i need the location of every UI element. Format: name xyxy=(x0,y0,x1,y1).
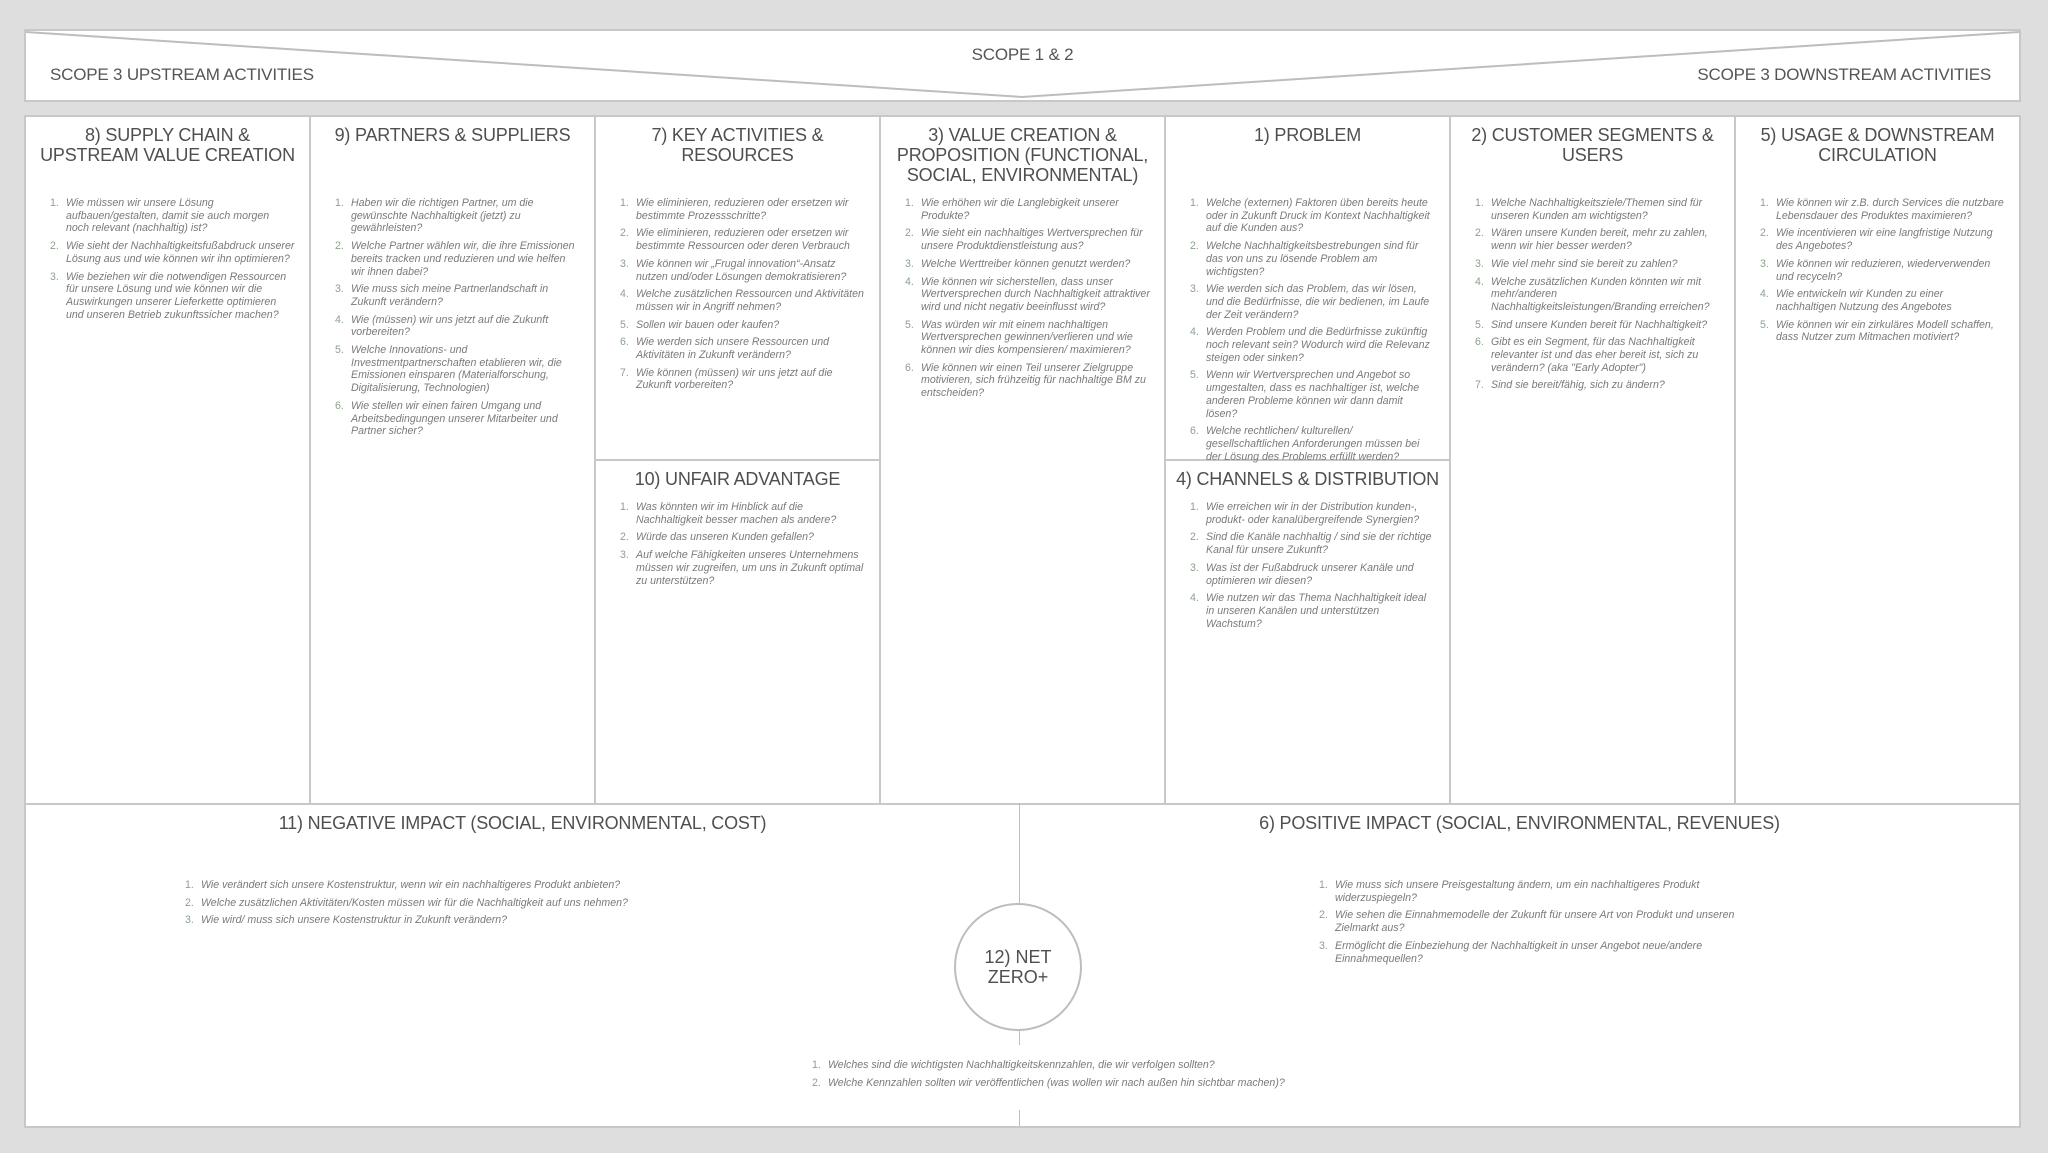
question-item: Welche Kennzahlen sollten wir veröffentlichen (was wollen wir nach außen hin sichtbar machen)? xyxy=(828,1076,1285,1089)
question-item: Wie werden sich unsere Ressourcen und Aktivitäten in Zukunft verändern? xyxy=(636,336,830,362)
question-list xyxy=(1166,197,1449,463)
question-item: Wie viel mehr sind sie bereit zu zahlen? xyxy=(1491,257,1678,270)
question-list xyxy=(1736,197,2019,344)
question-item: Wie (müssen) wir uns jetzt auf die Zukunft vorbereiten? xyxy=(351,313,549,339)
question-item: Wenn wir Wertversprechen und Angebot so umgestalten, dass es nachhaltiger ist, welche anderen Probleme können wir dann damit lösen? xyxy=(1206,369,1420,420)
section-partners[interactable] xyxy=(311,117,596,803)
scope-downstream-label: SCOPE 3 DOWNSTREAM ACTIVITIES xyxy=(1697,65,1991,84)
question-item: Welches sind die wichtigsten Nachhaltigkeitskennzahlen, die wir verfolgen sollten? xyxy=(828,1059,1215,1071)
question-item: Wären unsere Kunden bereit, mehr zu zahlen, wenn wir hier besser werden? xyxy=(1491,227,1708,253)
question-item: Welche zusätzlichen Aktivitäten/Kosten müssen wir für die Nachhaltigkeit auf uns nehmen? xyxy=(201,896,628,909)
section-title: 12) NET ZERO+ xyxy=(984,947,1052,987)
net-zero-question-list xyxy=(788,1059,1542,1094)
question-item: Welche Werttreiber können genutzt werden? xyxy=(921,257,1131,270)
question-item: Welche Nachhaltigkeitsbestrebungen sind für das von uns zu lösende Problem am wichtigsten? xyxy=(1206,240,1419,278)
question-item: Haben wir die richtigen Partner, um die gewünschte Nachhaltigkeit (jetzt) zu gewährleisten? xyxy=(351,197,534,235)
question-item: Welche zusätzlichen Ressourcen und Aktivitäten müssen wir in Angriff nehmen? xyxy=(636,288,864,313)
question-item: Welche Innovations- und Investmentpartnerschaften etablieren wir, die Emissionen einsparen (Materialforschung, Digitalisierung, Technologien) xyxy=(351,344,562,395)
question-item: Was würden wir mit einem nachhaltigen Wertversprechen gewinnen/verlieren und wie können wir dies kompensieren/ maximieren? xyxy=(921,318,1133,357)
question-item: Wie können wir „Frugal innovation“-Ansatz nutzen und/oder Lösungen demokratisieren? xyxy=(636,257,847,283)
question-item: Wie sehen die Einnahmemodelle der Zukunft für unsere Art von Produkt und unseren Zielmarkt aus? xyxy=(1335,909,1735,935)
question-list xyxy=(1020,879,2019,965)
section-title: 9) PARTNERS & SUPPLIERS xyxy=(334,125,571,145)
question-item: Wie muss sich unsere Preisgestaltung ändern, um ein nachhaltigeres Produkt widerzuspiegeln? xyxy=(1335,879,1700,904)
question-item: Wie incentivieren wir eine langfristige Nutzung des Angebotes? xyxy=(1776,227,1993,253)
section-title: 1) PROBLEM xyxy=(1253,125,1362,145)
question-list xyxy=(311,197,594,438)
canvas-board xyxy=(24,115,2021,1128)
section-title: 2) CUSTOMER SEGMENTS & USERS xyxy=(1471,125,1714,165)
question-list xyxy=(596,197,879,392)
question-list xyxy=(596,501,879,587)
section-customer-segments[interactable] xyxy=(1451,117,1736,803)
question-item: Welche rechtlichen/ kulturellen/ gesellschaftlichen Anforderungen müssen bei der Lösung des Problems erfüllt werden? xyxy=(1206,425,1420,463)
question-item: Welche Partner wählen wir, die ihre Emissionen bereits tracken und reduzieren und wie helfen wir ihnen dabei? xyxy=(351,240,575,278)
question-item: Welche Nachhaltigkeitsziele/Themen sind für unseren Kunden am wichtigsten? xyxy=(1491,197,1703,222)
question-item: Wie müssen wir unsere Lösung aufbauen/gestalten, damit sie auch morgen noch relevant (nachhaltig) ist? xyxy=(66,197,270,235)
question-item: Wie können wir z.B. durch Services die nutzbare Lebensdauer des Produktes maximieren? xyxy=(1776,197,2004,222)
center-divider-top xyxy=(1019,803,1020,903)
question-item: Wie sieht der Nachhaltigkeitsfußabdruck unserer Lösung aus und wie können wir ihn optimieren? xyxy=(66,240,295,265)
question-item: Welche (externen) Faktoren üben bereits heute oder in Zukunft Druck im Kontext Nachhaltigkeit auf die Kunden aus? xyxy=(1206,197,1430,235)
section-title: 5) USAGE & DOWNSTREAM CIRCULATION xyxy=(1760,125,1995,165)
question-list xyxy=(881,197,1164,400)
question-item: Wie erreichen wir in der Distribution kunden-, produkt- oder kanalübergreifende Synergien? xyxy=(1206,501,1420,526)
question-item: Wie eliminieren, reduzieren oder ersetzen wir bestimmte Prozessschritte? xyxy=(636,197,849,222)
section-net-zero[interactable] xyxy=(954,903,1082,1031)
question-item: Was könnten wir im Hinblick auf die Nachhaltigkeit besser machen als andere? xyxy=(636,501,837,526)
section-title: 3) VALUE CREATION & PROPOSITION (FUNCTIONAL, SOCIAL, ENVIRONMENTAL) xyxy=(896,125,1149,185)
scope-upstream-label: SCOPE 3 UPSTREAM ACTIVITIES xyxy=(50,65,314,84)
section-supply-chain[interactable] xyxy=(26,117,311,803)
question-item: Wie erhöhen wir die Langlebigkeit unserer Produkte? xyxy=(921,197,1119,222)
question-list xyxy=(1166,501,1449,630)
section-title: 10) UNFAIR ADVANTAGE xyxy=(634,469,841,489)
question-item: Wie entwickeln wir Kunden zu einer nachhaltigen Nutzung des Angebotes xyxy=(1776,288,1952,313)
question-item: Sind unsere Kunden bereit für Nachhaltigkeit? xyxy=(1491,318,1708,331)
section-channels[interactable] xyxy=(1166,461,1451,803)
question-item: Auf welche Fähigkeiten unseres Unternehmens müssen wir zugreifen, um uns in Zukunft optimal zu unterstützen? xyxy=(636,549,864,587)
question-item: Wie eliminieren, reduzieren oder ersetzen wir bestimmte Ressourcen oder deren Verbrauch xyxy=(636,227,850,253)
section-unfair-advantage[interactable] xyxy=(596,461,881,803)
question-item: Wie muss sich meine Partnerlandschaft in Zukunft verändern? xyxy=(351,283,549,308)
question-item: Wie sieht ein nachhaltiges Wertversprechen für unsere Produktdienstleistung aus? xyxy=(921,227,1143,253)
scope-core-label: SCOPE 1 & 2 xyxy=(971,45,1074,64)
question-item: Wie nutzen wir das Thema Nachhaltigkeit ideal in unseren Kanälen und unterstützen Wachstum? xyxy=(1206,592,1427,630)
question-item: Wie beziehen wir die notwendigen Ressourcen für unsere Lösung und wie können wir die Auswirkungen unserer Lieferkette optimieren und unseren Betrieb zukunftssicher machen? xyxy=(66,270,287,321)
question-item: Wie werden sich das Problem, das wir lösen, und die Bedürfnisse, die wir bedienen, im Laufe der Zeit verändern? xyxy=(1206,283,1430,321)
section-title: 7) KEY ACTIVITIES & RESOURCES xyxy=(651,125,824,165)
question-item: Sind die Kanäle nachhaltig / sind sie der richtige Kanal für unsere Zukunft? xyxy=(1206,531,1432,557)
question-item: Wie können wir einen Teil unserer Zielgruppe motivieren, sich frühzeitig für nachhaltige BM zu entscheiden? xyxy=(921,361,1146,400)
question-item: Wie verändert sich unsere Kostenstruktur, wenn wir ein nachhaltigeres Produkt anbieten? xyxy=(201,879,621,891)
section-problem[interactable] xyxy=(1166,117,1451,461)
section-key-activities[interactable] xyxy=(596,117,881,461)
question-item: Würde das unseren Kunden gefallen? xyxy=(636,531,814,544)
question-item: Wie wird/ muss sich unsere Kostenstruktur in Zukunft verändern? xyxy=(201,914,508,927)
question-item: Ermöglicht die Einbeziehung der Nachhaltigkeit in unser Angebot neue/andere Einnahmequellen? xyxy=(1335,939,1703,965)
question-item: Sind sie bereit/fähig, sich zu ändern? xyxy=(1491,379,1665,392)
question-item: Werden Problem und die Bedürfnisse zukünftig noch relevant sein? Wodurch wird die Relevanz steigen oder sinken? xyxy=(1206,326,1430,364)
section-title: 6) POSITIVE IMPACT (SOCIAL, ENVIRONMENTAL, REVENUES) xyxy=(1259,813,1780,833)
question-list xyxy=(1451,197,1734,392)
section-usage[interactable] xyxy=(1736,117,2019,803)
question-item: Gibt es ein Segment, für das Nachhaltigkeit relevanter ist und das eher bereit ist, sich zu verändern? (aka "Early Adopter") xyxy=(1491,336,1699,374)
center-divider-mid xyxy=(1019,1031,1020,1045)
center-divider-bottom xyxy=(1019,1110,1020,1126)
scope-header xyxy=(24,29,2021,102)
question-item: Wie stellen wir einen fairen Umgang und Arbeitsbedingungen unserer Mitarbeiter und Partner sicher? xyxy=(351,399,558,438)
question-item: Wie können wir ein zirkuläres Modell schaffen, dass Nutzer zum Mitmachen motiviert? xyxy=(1776,318,1994,344)
question-item: Wie können (müssen) wir uns jetzt auf die Zukunft vorbereiten? xyxy=(636,366,833,392)
question-item: Wie können wir sicherstellen, dass unser Wertversprechen durch Nachhaltigkeit attraktiver wird und nicht negativ beeinflusst wird? xyxy=(921,275,1150,313)
section-title: 4) CHANNELS & DISTRIBUTION xyxy=(1176,469,1439,489)
section-value-proposition[interactable] xyxy=(881,117,1166,803)
question-item: Wie können wir reduzieren, wiederverwenden und recyceln? xyxy=(1776,257,1991,283)
question-item: Sollen wir bauen oder kaufen? xyxy=(636,318,780,331)
question-list xyxy=(26,197,309,321)
section-title: 8) SUPPLY CHAIN & UPSTREAM VALUE CREATION xyxy=(40,125,295,165)
question-item: Welche zusätzlichen Kunden könnten wir mit mehr/anderen Nachhaltigkeitsleistungen/Branding erreichen? xyxy=(1491,275,1710,313)
question-list xyxy=(26,879,1019,927)
question-item: Was ist der Fußabdruck unserer Kanäle und optimieren wir diesen? xyxy=(1206,561,1414,587)
section-title: 11) NEGATIVE IMPACT (SOCIAL, ENVIRONMENTAL, COST) xyxy=(278,813,767,833)
